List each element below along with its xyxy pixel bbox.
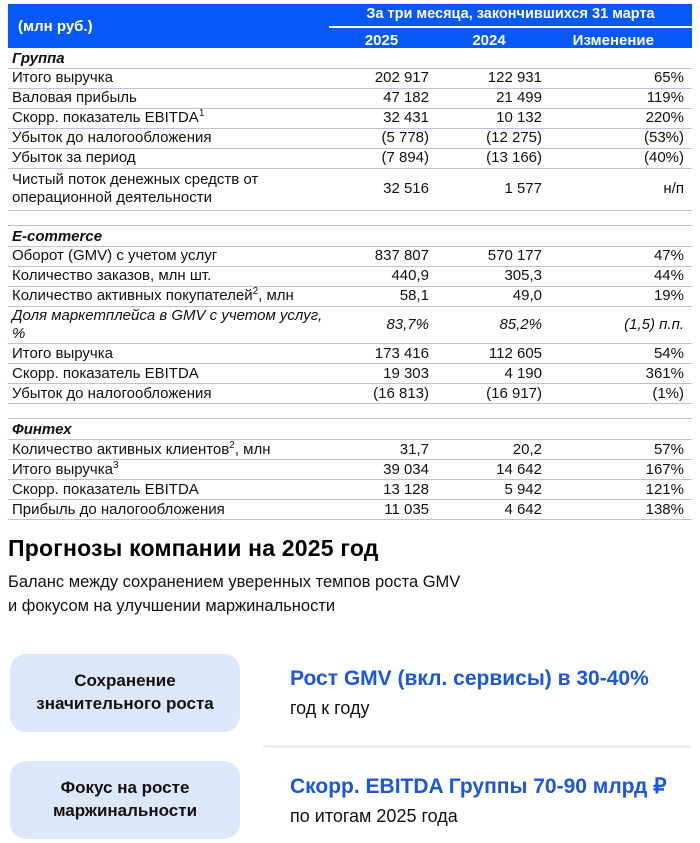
table-row bbox=[8, 129, 692, 149]
table-row bbox=[8, 500, 692, 520]
column-header-2024: 2024 bbox=[472, 31, 506, 49]
metric-label: Убыток до налогообложения bbox=[12, 129, 212, 147]
table-row bbox=[8, 344, 692, 364]
value-change: 138% bbox=[645, 500, 684, 518]
section-gap bbox=[8, 211, 692, 225]
value-2025: (16 813) bbox=[373, 384, 429, 402]
value-2024: (13 166) bbox=[486, 149, 542, 167]
value-2025: 19 303 bbox=[383, 364, 429, 382]
value-change: 121% bbox=[645, 480, 684, 498]
value-2024: 122 931 bbox=[487, 69, 542, 87]
column-header-2025: 2025 bbox=[364, 31, 399, 49]
value-2025: 83,7% bbox=[386, 315, 429, 333]
section-title: Финтех bbox=[12, 421, 72, 439]
table-row bbox=[8, 384, 692, 404]
value-2024: (16 917) bbox=[486, 384, 542, 402]
section-title-row bbox=[8, 418, 692, 440]
section-title: E-commerce bbox=[12, 227, 103, 245]
value-2025: 202 917 bbox=[374, 69, 429, 87]
table-row bbox=[8, 364, 692, 384]
value-change: 57% bbox=[653, 440, 684, 458]
guidance-detail: по итогам 2025 года bbox=[290, 805, 458, 826]
value-change: 47% bbox=[653, 246, 684, 264]
column-headers bbox=[329, 28, 692, 49]
value-2024: 4 642 bbox=[504, 500, 542, 518]
table-row bbox=[8, 480, 692, 500]
value-2024: 5 942 bbox=[504, 480, 542, 498]
table-row bbox=[8, 267, 692, 287]
section-rows bbox=[8, 440, 692, 520]
metric-label: Скорр. показатель EBITDA$^1$ bbox=[12, 108, 205, 127]
footnote-marker: 2 bbox=[229, 439, 235, 451]
forecast-intro-line2: и фокусом на улучшении маржинальности bbox=[8, 596, 336, 615]
metric-label: Чистый поток денежных средств от операционной деятельности bbox=[12, 171, 259, 207]
value-2025: 58,1 bbox=[399, 286, 429, 304]
value-2025: 11 035 bbox=[384, 500, 429, 518]
results-table bbox=[8, 4, 692, 520]
value-change: (1,5) п.п. bbox=[624, 315, 684, 333]
value-change: 44% bbox=[653, 266, 684, 284]
guidance-detail: год к году bbox=[290, 698, 370, 719]
section-gap bbox=[8, 404, 692, 418]
section-rows bbox=[8, 247, 692, 405]
value-change: 65% bbox=[653, 69, 684, 87]
value-change: (40%) bbox=[643, 149, 684, 167]
forecast-intro bbox=[8, 571, 692, 618]
value-2024: 1 577 bbox=[504, 180, 542, 198]
value-2024: 14 642 bbox=[496, 460, 542, 478]
table-body bbox=[8, 48, 692, 520]
value-2025: 39 034 bbox=[383, 460, 429, 478]
value-2025: 173 416 bbox=[374, 344, 429, 362]
table-header bbox=[8, 4, 692, 48]
metric-label: Итого выручка$^3$ bbox=[12, 459, 119, 478]
metric-label: Количество активных покупателей$^2$, млн bbox=[12, 285, 294, 304]
forecast-intro-line1: Баланс между сохранением уверенных темпов роста GMV bbox=[8, 573, 461, 592]
guidance-text bbox=[290, 667, 649, 719]
value-change: 19% bbox=[653, 286, 684, 304]
metric-label: Убыток до налогообложения bbox=[12, 384, 212, 402]
value-2025: 32 516 bbox=[383, 180, 429, 198]
table-section bbox=[8, 225, 692, 405]
metric-label: Оборот (GMV) с учетом услуг bbox=[12, 246, 218, 264]
guidance-item bbox=[8, 654, 692, 732]
section-title-row bbox=[8, 225, 692, 247]
metric-label: Итого выручка bbox=[12, 69, 113, 87]
section-title: Группа bbox=[12, 50, 65, 67]
value-2025: 31,7 bbox=[399, 440, 429, 458]
period-header: За три месяца, закончившихся 31 марта bbox=[329, 4, 692, 28]
guidance-item bbox=[8, 761, 692, 839]
value-2025: 837 807 bbox=[374, 246, 429, 264]
metric-label: Количество активных клиентов$^2$, млн bbox=[12, 439, 271, 458]
metric-label: Скорр. показатель EBITDA bbox=[12, 480, 199, 498]
value-change: 167% bbox=[645, 460, 684, 478]
value-change: (53%) bbox=[643, 129, 684, 147]
value-change: (1%) bbox=[652, 384, 684, 402]
table-row bbox=[8, 69, 692, 89]
table-row bbox=[8, 169, 692, 211]
footnote-marker: 1 bbox=[198, 108, 205, 120]
table-section bbox=[8, 418, 692, 520]
value-change: 119% bbox=[646, 89, 684, 107]
footnote-marker: 2 bbox=[252, 285, 259, 297]
value-2024: 570 177 bbox=[487, 246, 542, 264]
table-row bbox=[8, 287, 692, 307]
value-change: 361% bbox=[645, 364, 684, 382]
guidance-list bbox=[8, 654, 692, 839]
value-2024: 305,3 bbox=[504, 266, 542, 284]
table-row bbox=[8, 307, 692, 345]
guidance-badge: Фокус на росте маржинальности bbox=[10, 761, 240, 839]
table-row bbox=[8, 149, 692, 169]
table-row bbox=[8, 109, 692, 129]
section-title-row bbox=[8, 48, 692, 69]
table-row bbox=[8, 460, 692, 480]
unit-label: (млн руб.) bbox=[18, 17, 93, 35]
metric-label: Прибыль до налогообложения bbox=[12, 500, 225, 518]
value-change: 220% bbox=[645, 109, 684, 127]
table-row bbox=[8, 247, 692, 267]
value-2025: (5 778) bbox=[381, 129, 429, 147]
value-2025: (7 894) bbox=[381, 149, 429, 167]
period-columns bbox=[329, 4, 692, 48]
metric-label: Доля маркетплейса в GMV с учетом услуг, % bbox=[12, 306, 323, 342]
metric-label: Скорр. показатель EBITDA bbox=[12, 364, 199, 382]
value-2024: 4 190 bbox=[504, 364, 542, 382]
guidance-highlight: Скорр. EBITDA Группы 70-90 млрд ₽ bbox=[290, 774, 667, 798]
forecast-heading: Прогнозы компании на 2025 год bbox=[8, 535, 379, 562]
value-2025: 13 128 bbox=[383, 480, 429, 498]
metric-label: Количество заказов, млн шт. bbox=[12, 266, 212, 284]
value-2025: 32 431 bbox=[383, 109, 429, 127]
section-rows bbox=[8, 69, 692, 211]
table-row bbox=[8, 89, 692, 109]
guidance-divider bbox=[263, 745, 692, 748]
table-row bbox=[8, 440, 692, 460]
value-2024: 20,2 bbox=[512, 440, 542, 458]
guidance-badge: Сохранение значительного роста bbox=[10, 654, 240, 732]
value-2024: 85,2% bbox=[499, 315, 542, 333]
footnote-marker: 3 bbox=[112, 459, 119, 471]
value-2024: 49,0 bbox=[512, 286, 542, 304]
value-2024: (12 275) bbox=[486, 129, 542, 147]
metric-label: Итого выручка bbox=[12, 344, 113, 362]
value-2024: 10 132 bbox=[496, 109, 542, 127]
guidance-text bbox=[290, 774, 667, 827]
value-2024: 112 605 bbox=[488, 344, 542, 362]
value-change: 54% bbox=[653, 344, 684, 362]
value-2025: 47 182 bbox=[383, 89, 429, 107]
value-change: н/п bbox=[663, 180, 684, 198]
table-section bbox=[8, 48, 692, 211]
value-2025: 440,9 bbox=[391, 266, 429, 284]
value-2024: 21 499 bbox=[496, 89, 542, 107]
guidance-highlight: Рост GMV (вкл. сервисы) в 30-40% bbox=[290, 667, 649, 691]
metric-label: Убыток за период bbox=[12, 149, 136, 167]
metric-label: Валовая прибыль bbox=[12, 89, 137, 107]
column-header-change: Изменение bbox=[572, 31, 654, 49]
